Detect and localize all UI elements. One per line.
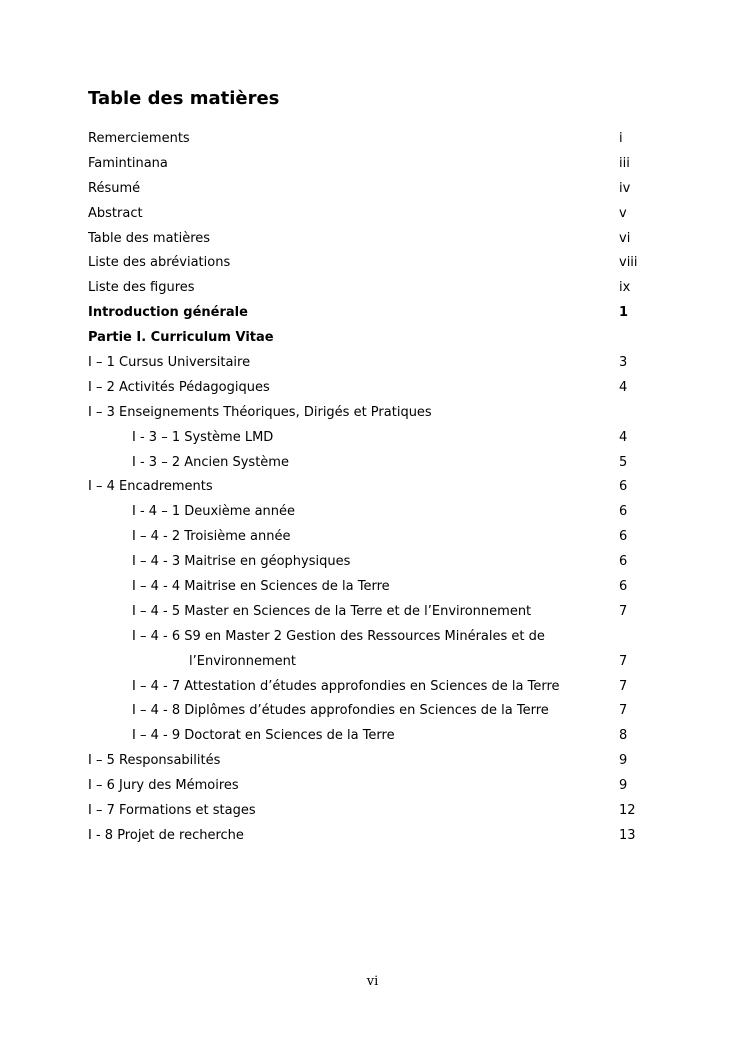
toc-entry-page: 9 (619, 778, 628, 794)
toc-entry-page: viii (619, 255, 638, 271)
toc-entry-page: ix (619, 280, 631, 296)
toc-entry (0, 575, 745, 600)
toc-entry-label: Résumé (88, 180, 141, 196)
toc-entry-label: I – 6 Jury des Mémoires (88, 778, 239, 794)
toc-entry-page: 7 (619, 678, 628, 694)
toc-entry-label: Introduction générale (88, 305, 248, 321)
toc-entry (0, 749, 745, 774)
toc-entry-label: Abstract (88, 205, 143, 221)
toc-entry-label: I – 4 - 7 Attestation d’études approfondies en Sciences de la Terre (132, 678, 560, 694)
toc-entry-page: 6 (619, 579, 628, 595)
toc-entry-label: I – 4 - 3 Maitrise en géophysiques (132, 554, 351, 570)
page-number: vi (366, 974, 379, 989)
toc-entry (0, 451, 745, 476)
toc-entry-label: I - 3 – 1 Système LMD (132, 429, 274, 445)
toc-entry-page: 9 (619, 753, 628, 769)
toc-entry-label: I - 4 – 1 Deuxième année (132, 504, 296, 520)
toc-entry (0, 152, 745, 177)
toc-entry (0, 824, 745, 849)
page-title: Table des matières (88, 88, 280, 109)
toc-entry (0, 401, 745, 426)
toc-entry (0, 177, 745, 202)
toc-entry-label: I - 3 – 2 Ancien Système (132, 454, 289, 470)
toc-entry-label: I - 8 Projet de recherche (88, 827, 244, 843)
toc-entry-page: 4 (619, 429, 628, 445)
toc-entry-page: 7 (619, 703, 628, 719)
toc-entry-label: I – 4 - 5 Master en Sciences de la Terre et de l’Environnement (132, 603, 532, 619)
toc-entry-page: 3 (619, 355, 628, 371)
toc-entry (0, 675, 745, 700)
toc-entry-label: Liste des figures (88, 280, 195, 296)
toc-entry-label: Partie I. Curriculum Vitae (88, 330, 274, 346)
toc-entry-page: 13 (619, 827, 636, 843)
toc-entry-page: 7 (619, 603, 628, 619)
toc-entry (0, 376, 745, 401)
toc-entry-label: I – 4 Encadrements (88, 479, 213, 495)
toc-entry (0, 550, 745, 575)
toc-entry (0, 351, 745, 376)
toc-entry (0, 699, 745, 724)
toc-entry-label: I – 4 - 6 S9 en Master 2 Gestion des Ressources Minérales et de (132, 628, 545, 644)
toc-entry-page: iii (619, 155, 630, 171)
toc-entry-page: i (619, 131, 623, 146)
toc-entry-page: v (619, 205, 627, 221)
table-of-contents (0, 127, 745, 849)
toc-entry (0, 500, 745, 525)
toc-entry-page: 6 (619, 529, 628, 545)
toc-entry-page: 6 (619, 554, 628, 570)
toc-entry (0, 475, 745, 500)
toc-entry (0, 625, 745, 650)
toc-entry (0, 724, 745, 749)
toc-entry-page: 8 (619, 728, 628, 744)
toc-entry-page: 6 (619, 479, 628, 495)
toc-entry-page: 7 (619, 653, 628, 669)
toc-entry (0, 276, 745, 301)
toc-entry (0, 600, 745, 625)
toc-entry (0, 426, 745, 451)
toc-entry (0, 227, 745, 252)
toc-entry-label: I – 4 - 2 Troisième année (132, 529, 291, 545)
toc-entry-label: Table des matières (88, 230, 211, 246)
toc-entry (0, 650, 745, 675)
toc-entry-label: I – 3 Enseignements Théoriques, Dirigés et Pratiques (88, 404, 432, 420)
toc-entry (0, 251, 745, 276)
toc-entry-label: I – 4 - 8 Diplômes d’études approfondies en Sciences de la Terre (132, 703, 549, 719)
toc-entry-label: Remerciements (88, 131, 190, 146)
toc-entry-label: Famintinana (88, 155, 168, 171)
toc-entry-page: 1 (619, 305, 629, 321)
toc-entry-label: I – 4 - 9 Doctorat en Sciences de la Terre (132, 728, 395, 744)
toc-entry (0, 301, 745, 326)
toc-entry-label: I – 7 Formations et stages (88, 803, 256, 819)
toc-entry-page: 6 (619, 504, 628, 520)
toc-entry-label: I – 2 Activités Pédagogiques (88, 379, 270, 395)
toc-entry-label: I – 4 - 4 Maitrise en Sciences de la Terre (132, 579, 390, 595)
toc-entry-page: 4 (619, 379, 628, 395)
toc-entry-page: vi (619, 230, 631, 246)
toc-entry (0, 799, 745, 824)
toc-entry-label: I – 5 Responsabilités (88, 753, 221, 769)
toc-entry (0, 525, 745, 550)
toc-entry (0, 774, 745, 799)
toc-entry-page: 5 (619, 454, 628, 470)
toc-entry-label: Liste des abréviations (88, 255, 231, 271)
toc-entry-label: I – 1 Cursus Universitaire (88, 355, 251, 371)
toc-entry (0, 127, 745, 152)
toc-entry-label: l’Environnement (189, 653, 296, 669)
toc-entry-page: iv (619, 180, 631, 196)
toc-entry (0, 326, 745, 351)
toc-entry-page: 12 (619, 803, 636, 819)
toc-entry (0, 202, 745, 227)
